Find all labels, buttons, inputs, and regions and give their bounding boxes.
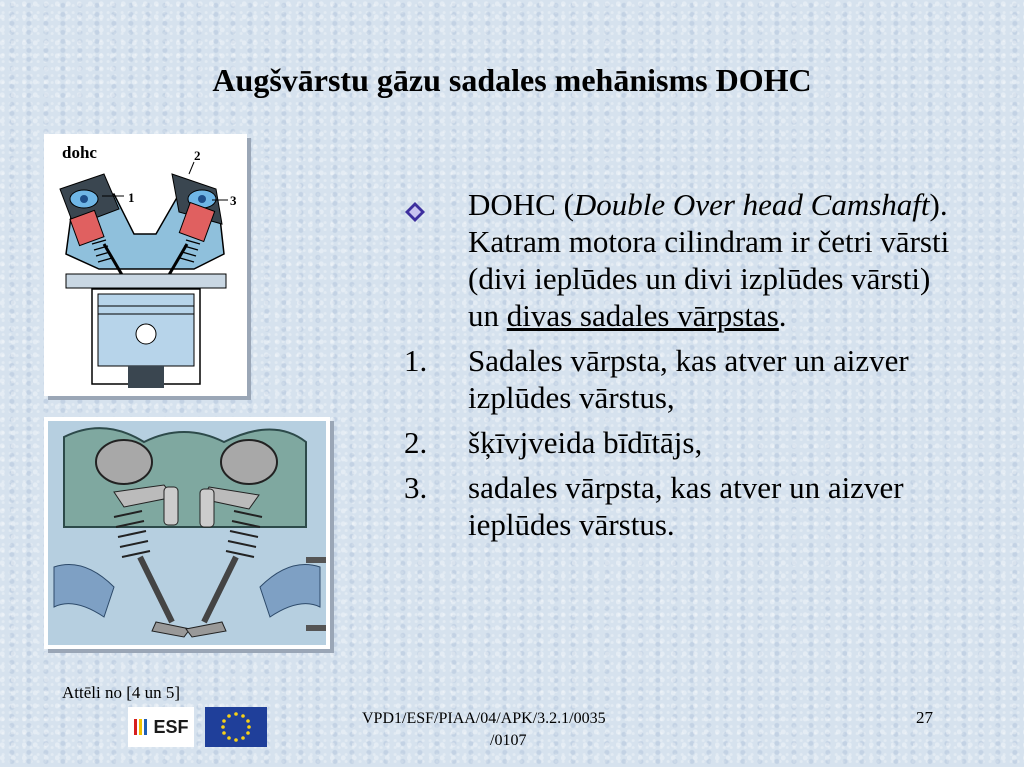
list-item: [404, 342, 964, 416]
esf-figures-icon: [133, 717, 149, 737]
bullet-text: [468, 186, 964, 334]
dohc-diagram: [44, 134, 247, 396]
page-number: 27: [916, 708, 933, 727]
bullet-underlined: divas sadales vārpstas: [506, 298, 779, 333]
list-text: šķīvjveida bīdītājs,: [468, 425, 703, 460]
list-item: [404, 424, 964, 461]
esf-logo: [128, 707, 194, 747]
footer-code-line1: VPD1/ESF/PIAA/04/APK/3.2.1/0035: [362, 710, 606, 727]
footer-code-line2: /0107: [490, 732, 527, 749]
dohc-diagram-svg: [44, 134, 247, 396]
bullet-marker: [404, 186, 468, 334]
list-number: 1.: [404, 343, 428, 378]
bullet-abbr: DOHC (: [468, 187, 574, 222]
callout-1: 1: [128, 190, 135, 205]
footer-project-code: [362, 708, 722, 752]
bullet-end: .: [778, 298, 787, 333]
list-item: [404, 469, 964, 543]
eu-flag-icon: [205, 707, 267, 747]
list-number: 2.: [404, 425, 428, 460]
diagram-label: dohc: [62, 143, 97, 162]
bullet-italic: Double Over head Camshaft: [573, 187, 930, 222]
slide-content: [404, 186, 964, 543]
bullet-item: [404, 186, 964, 334]
esf-logo-text: ESF: [153, 716, 189, 737]
slide-title: Augšvārstu gāzu sadales mehānisms DOHC: [212, 62, 812, 98]
list-text: sadales vārpsta, kas atver un aizver ieplūdes vārstus.: [468, 470, 904, 542]
callout-2: 2: [194, 148, 201, 163]
cylinder-head-illustration: [44, 417, 330, 649]
list-text: Sadales vārpsta, kas atver un aizver izplūdes vārstus,: [468, 343, 909, 415]
bullet-rest: ). Katram motora cilindram ir četri vārsti (divi ieplūdes un divi izplūdes vārsti) un: [468, 187, 950, 333]
cylinder-head-svg: [44, 417, 330, 649]
list-number: 3.: [404, 470, 428, 505]
image-caption: Attēli no [4 un 5]: [62, 683, 181, 702]
callout-3: 3: [230, 193, 237, 208]
eu-flag-logo: [205, 707, 267, 747]
diamond-bullet-icon: [404, 201, 426, 223]
